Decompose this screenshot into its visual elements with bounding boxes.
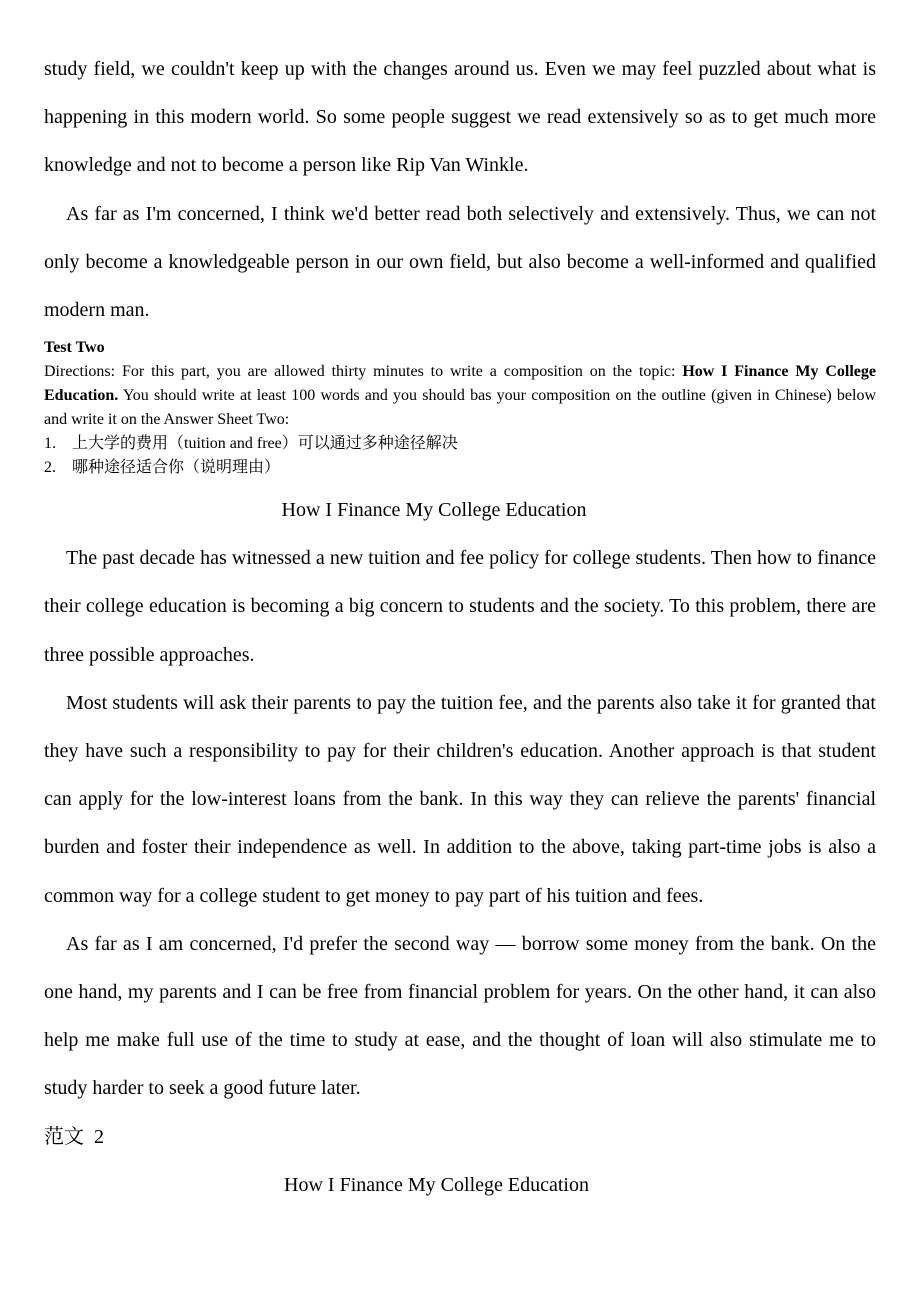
essay-paragraph-2: Most students will ask their parents to pay the tuition fee, and the parents also take it for granted that they have such a responsibility to pay for their children's education. Another approach is that student can apply for the low-interest loans from the bank. In this way they can relieve the parents' financial burden and foster their independence as well. In addition to the above, taking part-time jobs is also a common way for a college student to get money to pay part of his tuition and fees. <box>44 691 876 907</box>
outline-item-number: 1. <box>44 435 56 453</box>
essay-title: How I Finance My College Education <box>281 499 587 522</box>
outline-item-text: 上大学的费用（tuition and free）可以通过多种途径解决 <box>72 435 458 453</box>
test-two-heading: Test Two <box>44 339 105 357</box>
document-page <box>44 0 876 1209</box>
essay-paragraph-3: As far as I am concerned, I'd prefer the second way — borrow some money from the bank. On the one hand, my parents and I can be free from financial problem for years. On the other hand, it can also help me make full use of the time to study at ease, and the thought of loan will also stimulate me to study harder to seek a good future later. <box>44 932 876 1100</box>
continuation-paragraph-2: As far as I'm concerned, I think we'd better read both selectively and extensively. Thus, we can not only become a knowledgeable person in our own field, but also become a well-informed and qualified modern man. <box>44 202 876 322</box>
directions-prefix: Directions: For this part, you are allowed thirty minutes to write a composition on the topic: <box>44 363 683 381</box>
outline-item-text: 哪种途径适合你（说明理由） <box>72 459 281 477</box>
directions-topic: How I Finance My College Education. <box>44 363 876 405</box>
outline-item-number: 2. <box>44 459 56 477</box>
sample-2-label: 范文 2 <box>44 1125 104 1148</box>
sample-2-title: How I Finance My College Education <box>284 1173 589 1196</box>
essay-paragraph-1: The past decade has witnessed a new tuition and fee policy for college students. Then how to finance their college education is becoming a big concern to students and the society. To this problem, there are three possible approaches. <box>44 547 876 666</box>
continuation-paragraph-1: study field, we couldn't keep up with the changes around us. Even we may feel puzzled about what is happening in this modern world. So some people suggest we read extensively so as to get much more knowledge and not to become a person like Rip Van Winkle. <box>44 58 876 177</box>
directions-suffix: You should write at least 100 words and you should bas your composition on the outline (given in Chinese) below and write it on the Answer Sheet Two: <box>44 387 876 429</box>
outline-item-1 <box>44 432 876 456</box>
outline-item-2 <box>44 456 876 480</box>
test-two-directions <box>44 360 876 432</box>
